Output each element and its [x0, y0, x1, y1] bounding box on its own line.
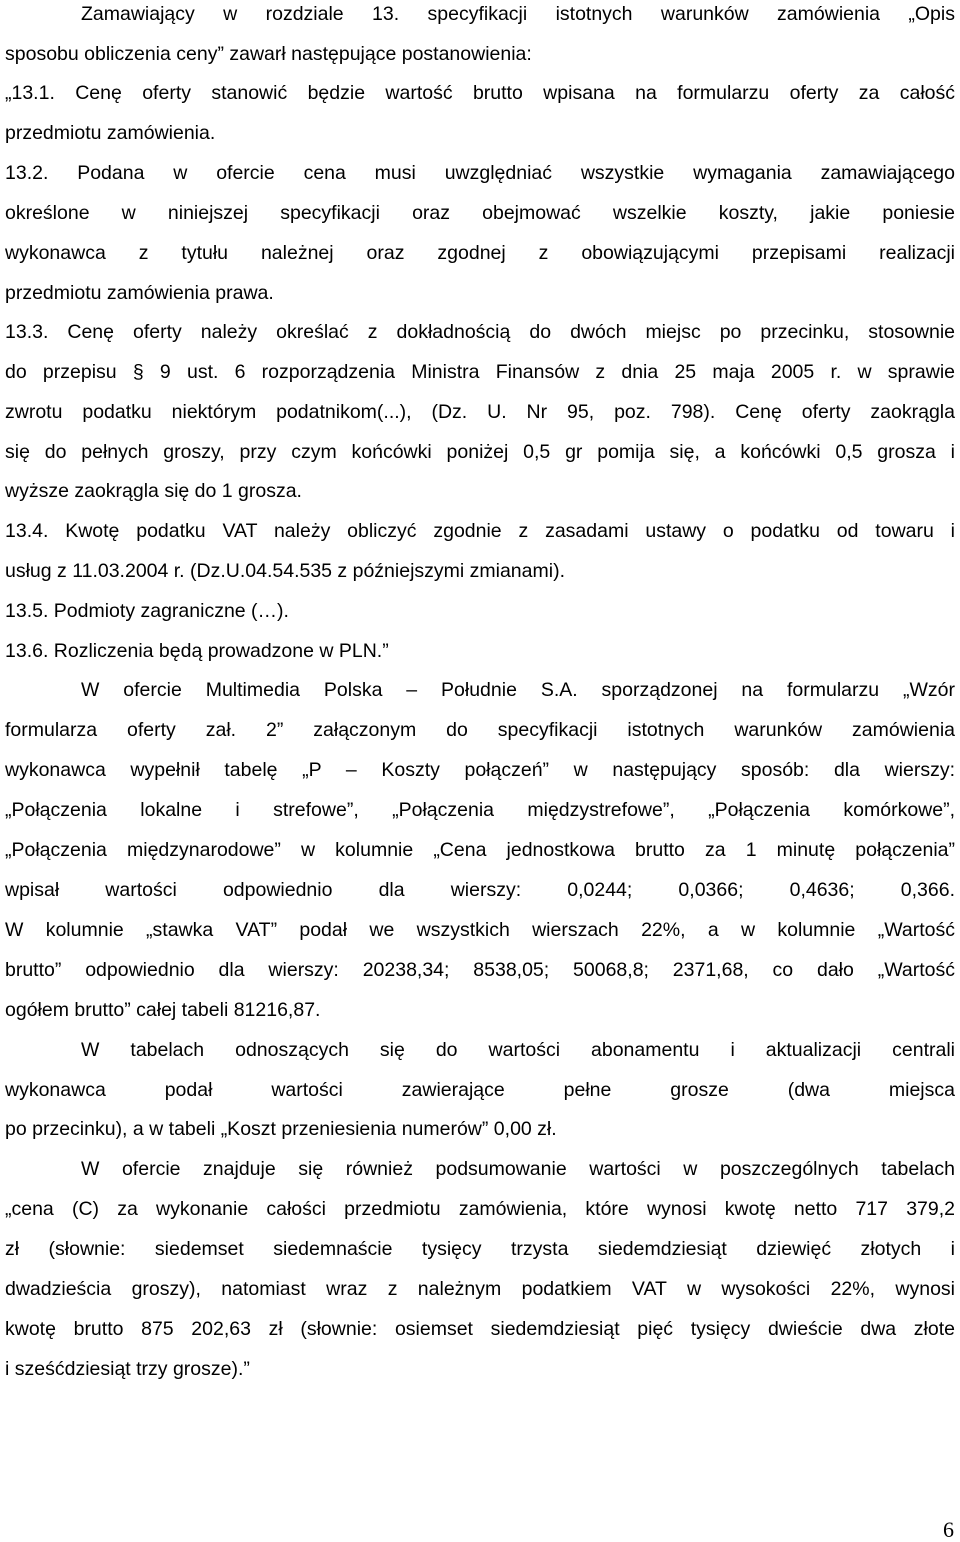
text-line: 13.5. Podmioty zagraniczne (…).	[5, 600, 289, 622]
text-line: 13.4. Kwotę podatku VAT należy obliczyć zgodnie z zasadami ustawy o podatku od towaru i	[5, 520, 955, 542]
text-line: Zamawiający w rozdziale 13. specyfikacji istotnych warunków zamówienia „Opis	[81, 3, 955, 25]
text-line: określone w niniejszej specyfikacji oraz obejmować wszelkie koszty, jakie poniesie	[5, 202, 955, 224]
text-line: brutto” odpowiednio dla wierszy: 20238,34; 8538,05; 50068,8; 2371,68, co dało „Wartość	[5, 959, 955, 981]
text-line: wykonawca wypełnił tabelę „P – Koszty połączeń” w następujący sposób: dla wierszy:	[5, 759, 955, 781]
text-line: W ofercie znajduje się również podsumowanie wartości w poszczególnych tabelach	[81, 1158, 955, 1180]
text-line: usług z 11.03.2004 r. (Dz.U.04.54.535 z późniejszymi zmianami).	[5, 560, 565, 582]
text-line: W ofercie Multimedia Polska – Południe S.A. sporządzonej na formularzu „Wzór	[81, 679, 955, 701]
text-line: dwadzieścia groszy), natomiast wraz z należnym podatkiem VAT w wysokości 22%, wynosi	[5, 1278, 955, 1300]
text-line: 13.2. Podana w ofercie cena musi uwzględniać wszystkie wymagania zamawiającego	[5, 162, 955, 184]
text-line: wykonawca podał wartości zawierające pełne grosze (dwa miejsca	[5, 1079, 955, 1101]
text-line: W kolumnie „stawka VAT” podał we wszystkich wierszach 22%, a w kolumnie „Wartość	[5, 919, 955, 941]
text-line: kwotę brutto 875 202,63 zł (słownie: osiemset siedemdziesiąt pięć tysięcy dwieście dwa złote	[5, 1318, 955, 1340]
text-line: zwrotu podatku niektórym podatnikom(...), (Dz. U. Nr 95, poz. 798). Cenę oferty zaokrągla	[5, 401, 955, 423]
text-line: „13.1. Cenę oferty stanowić będzie wartość brutto wpisana na formularzu oferty za całość	[5, 82, 955, 104]
text-line: zł (słownie: siedemset siedemnaście tysięcy trzysta siedemdziesiąt dziewięć złotych i	[5, 1238, 955, 1260]
text-line: się do pełnych groszy, przy czym końcówki poniżej 0,5 gr pomija się, a końcówki 0,5 grosza i	[5, 441, 955, 463]
text-line: wykonawca z tytułu należnej oraz zgodnej z obowiązującymi przepisami realizacji	[5, 242, 955, 264]
text-line: wyższe zaokrągla się do 1 grosza.	[5, 480, 302, 502]
text-line: 13.6. Rozliczenia będą prowadzone w PLN.”	[5, 640, 389, 662]
text-line: W tabelach odnoszących się do wartości abonamentu i aktualizacji centrali	[81, 1039, 955, 1061]
text-line: przedmiotu zamówienia.	[5, 122, 216, 144]
text-line: po przecinku), a w tabeli „Koszt przeniesienia numerów” 0,00 zł.	[5, 1118, 557, 1140]
text-line: „Połączenia międzynarodowe” w kolumnie „Cena jednostkowa brutto za 1 minutę połączenia”	[5, 839, 955, 861]
text-line: sposobu obliczenia ceny” zawarł następujące postanowienia:	[5, 43, 532, 65]
text-line: formularza oferty zał. 2” załączonym do specyfikacji istotnych warunków zamówienia	[5, 719, 955, 741]
text-line: „Połączenia lokalne i strefowe”, „Połączenia międzystrefowe”, „Połączenia komórkowe”,	[5, 799, 955, 821]
text-line: wpisał wartości odpowiednio dla wierszy: 0,0244; 0,0366; 0,4636; 0,366.	[5, 879, 955, 901]
text-line: i sześćdziesiąt trzy grosze).”	[5, 1358, 250, 1380]
text-line: „cena (C) za wykonanie całości przedmiotu zamówienia, które wynosi kwotę netto 717 379,2	[5, 1198, 955, 1220]
text-line: 13.3. Cenę oferty należy określać z dokładnością do dwóch miejsc po przecinku, stosownie	[5, 321, 955, 343]
text-line: do przepisu § 9 ust. 6 rozporządzenia Ministra Finansów z dnia 25 maja 2005 r. w sprawie	[5, 361, 955, 383]
text-line: przedmiotu zamówienia prawa.	[5, 282, 274, 304]
text-line: ogółem brutto” całej tabeli 81216,87.	[5, 999, 321, 1021]
page-number: 6	[943, 1517, 954, 1542]
